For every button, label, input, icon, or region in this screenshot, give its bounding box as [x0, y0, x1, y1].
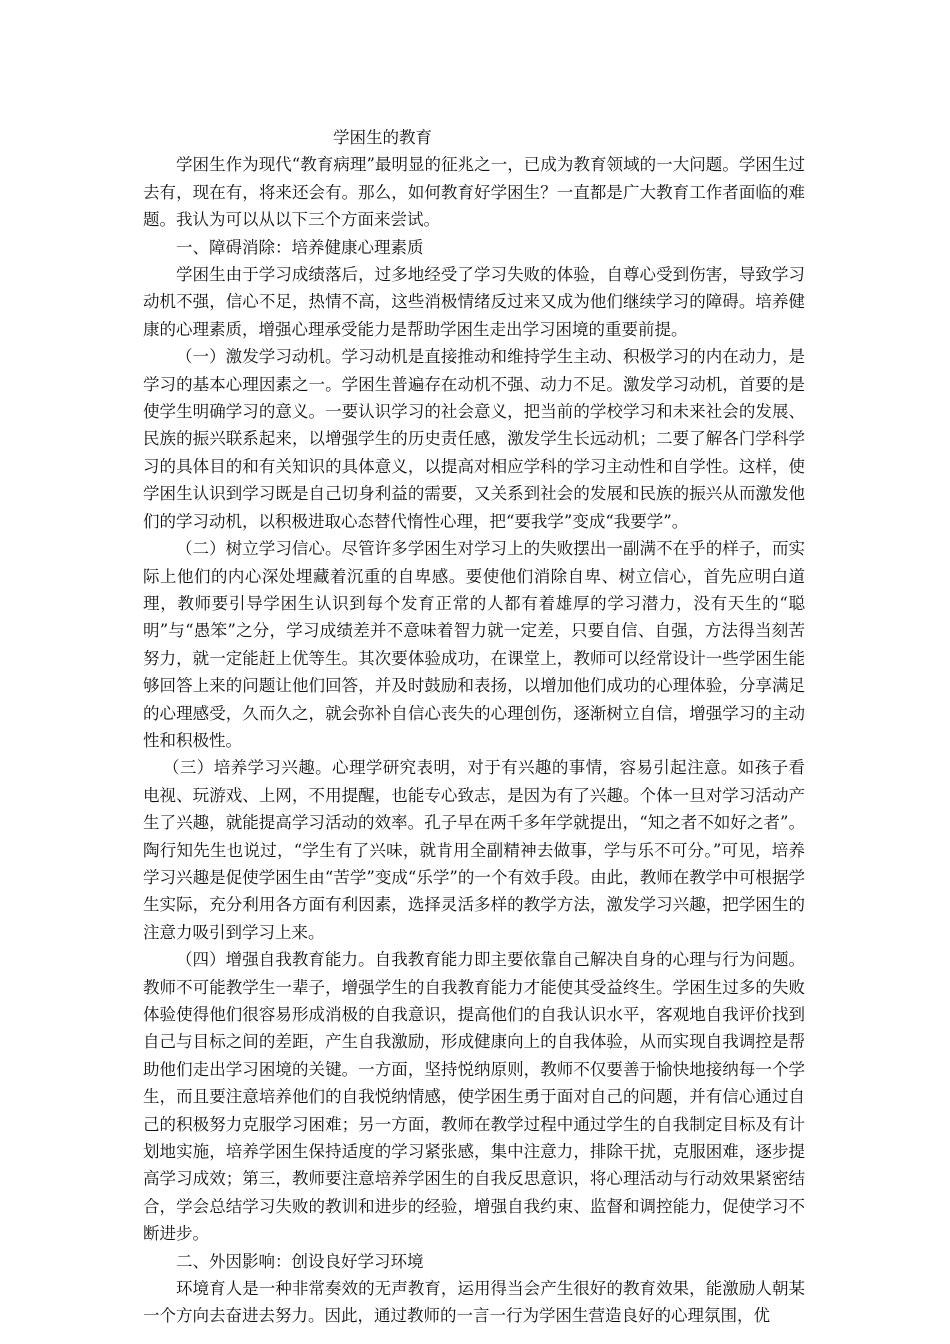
section-heading-1: 一、障碍消除：培养健康心理素质 — [176, 237, 424, 257]
intro-paragraph: 学困生作为现代“教育病理”最明显的征兆之一，已成为教育领域的一大问题。学困生过去有，现在有，将来还会有。那么，如何教育好学困生？一直都是广大教育工作者面临的难题。我认为可以从以下三个方面来尝试。 — [143, 155, 805, 230]
body-paragraph: 学困生由于学习成绩落后，过多地经受了学习失败的体验，自尊心受到伤害，导致学习动机不强，信心不足，热情不高，这些消极情绪反过来又成为他们继续学习的障碍。培养健康的心理素质，增强心理承受能力是帮助学困生走出学习困境的重要前提。 — [143, 265, 805, 339]
subsection-confidence-paragraph: （二）树立学习信心。尽管许多学困生对学习上的失败摆出一副满不在乎的样子，而实际上他们的内心深处埋藏着沉重的自卑感。要使他们消除自卑、树立信心，首先应明白道理，教师要引导学困生认识到每个发育正常的人都有着雄厚的学习潜力，没有天生的“聪明”与“愚笨”之分，学习成绩差并不意味着智力就一定差，只要自信、自强，方法得当刻苦努力，就一定能赶上优等生。其次要体验成功，在课堂上，教师可以经常设计一些学困生能够回答上来的问题让他们回答，并及时鼓励和表扬，以增加他们成功的心理体验，分享满足的心理感受，久而久之，就会弥补自信心丧失的心理创伤，逐渐树立自信，增强学习的主动性和积极性。 — [143, 539, 805, 750]
section-heading-2: 二、外因影响：创设良好学习环境 — [176, 1251, 424, 1271]
environment-paragraph: 环境育人是一种非常奏效的无声教育，运用得当会产生很好的教育效果，能激励人朝某一个方向去奋进去努力。因此，通过教师的一言一行为学困生营造良好的心理氛围，优 — [143, 1279, 805, 1326]
document-title: 学困生的教育 — [333, 128, 432, 147]
subsection-self-education-paragraph: （四）增强自我教育能力。自我教育能力即主要依靠自己解决自身的心理与行为问题。教师不可能教学生一辈子，增强学生的自我教育能力才能使其受益终生。学困生过多的失败体验使得他们很容易形成消极的自我意识，提高他们的自我认识水平，客观地自我评价找到自己与目标之间的差距，产生自我激励，形成健康向上的自我体验，从而实现自我调控是帮助他们走出学习困境的关键。一方面，坚持悦纳原则，教师不仅要善于愉快地接纳每一个学生，而且要注意培养他们的自我悦纳情感，使学困生勇于面对自己的问题，并有信心通过自己的积极努力克服学习困难；另一方面，教师在教学过程中通过学生的自我制定目标及有计划地实施，培养学困生保持适度的学习紧张感，集中注意力，排除干扰，克服困难，逐步提高学习成效；第三，教师要注意培养学困生的自我反思意识，将心理活动与行动效果紧密结合，学会总结学习失败的教训和进步的经验，增强自我约束、监督和调控能力，促使学习不断进步。 — [143, 950, 805, 1244]
subsection-motivation-paragraph: （一）激发学习动机。学习动机是直接推动和维持学生主动、积极学习的内在动力，是学习的基本心理因素之一。学困生普遍存在动机不强、动力不足。激发学习动机，首要的是使学生明确学习的意义。一要认识学习的社会意义，把当前的学校学习和未来社会的发展、民族的振兴联系起来，以增强学生的历史责任感，激发学生长远动机；二要了解各门学科学习的具体目的和有关知识的具体意义，以提高对相应学科的学习主动性和自学性。这样，使学困生认识到学习既是自己切身利益的需要，又关系到社会的发展和民族的振兴从而激发他们的学习动机，以积极进取心态替代惰性心理，把“要我学”变成“我要学”。 — [143, 347, 805, 531]
document-body — [143, 124, 805, 1330]
subsection-interest-paragraph: （三）培养学习兴趣。心理学研究表明，对于有兴趣的事情，容易引起注意。如孩子看电视、玩游戏、上网，不用提醒，也能专心致志，是因为有了兴趣。个体一旦对学习活动产生了兴趣，就能提高学习活动的效率。孔子早在两千多年学就提出，“知之者不如好之者”。陶行知先生也说过，“学生有了兴味，就肯用全副精神去做事，学与乐不可分。”可见，培养学习兴趣是促使学困生由“苦学”变成“乐学”的一个有效手段。由此，教师在教学中可根据学生实际，充分利用各方面有利因素，选择灵活多样的教学方法，激发学习兴趣，把学困生的注意力吸引到学习上来。 — [143, 758, 805, 942]
